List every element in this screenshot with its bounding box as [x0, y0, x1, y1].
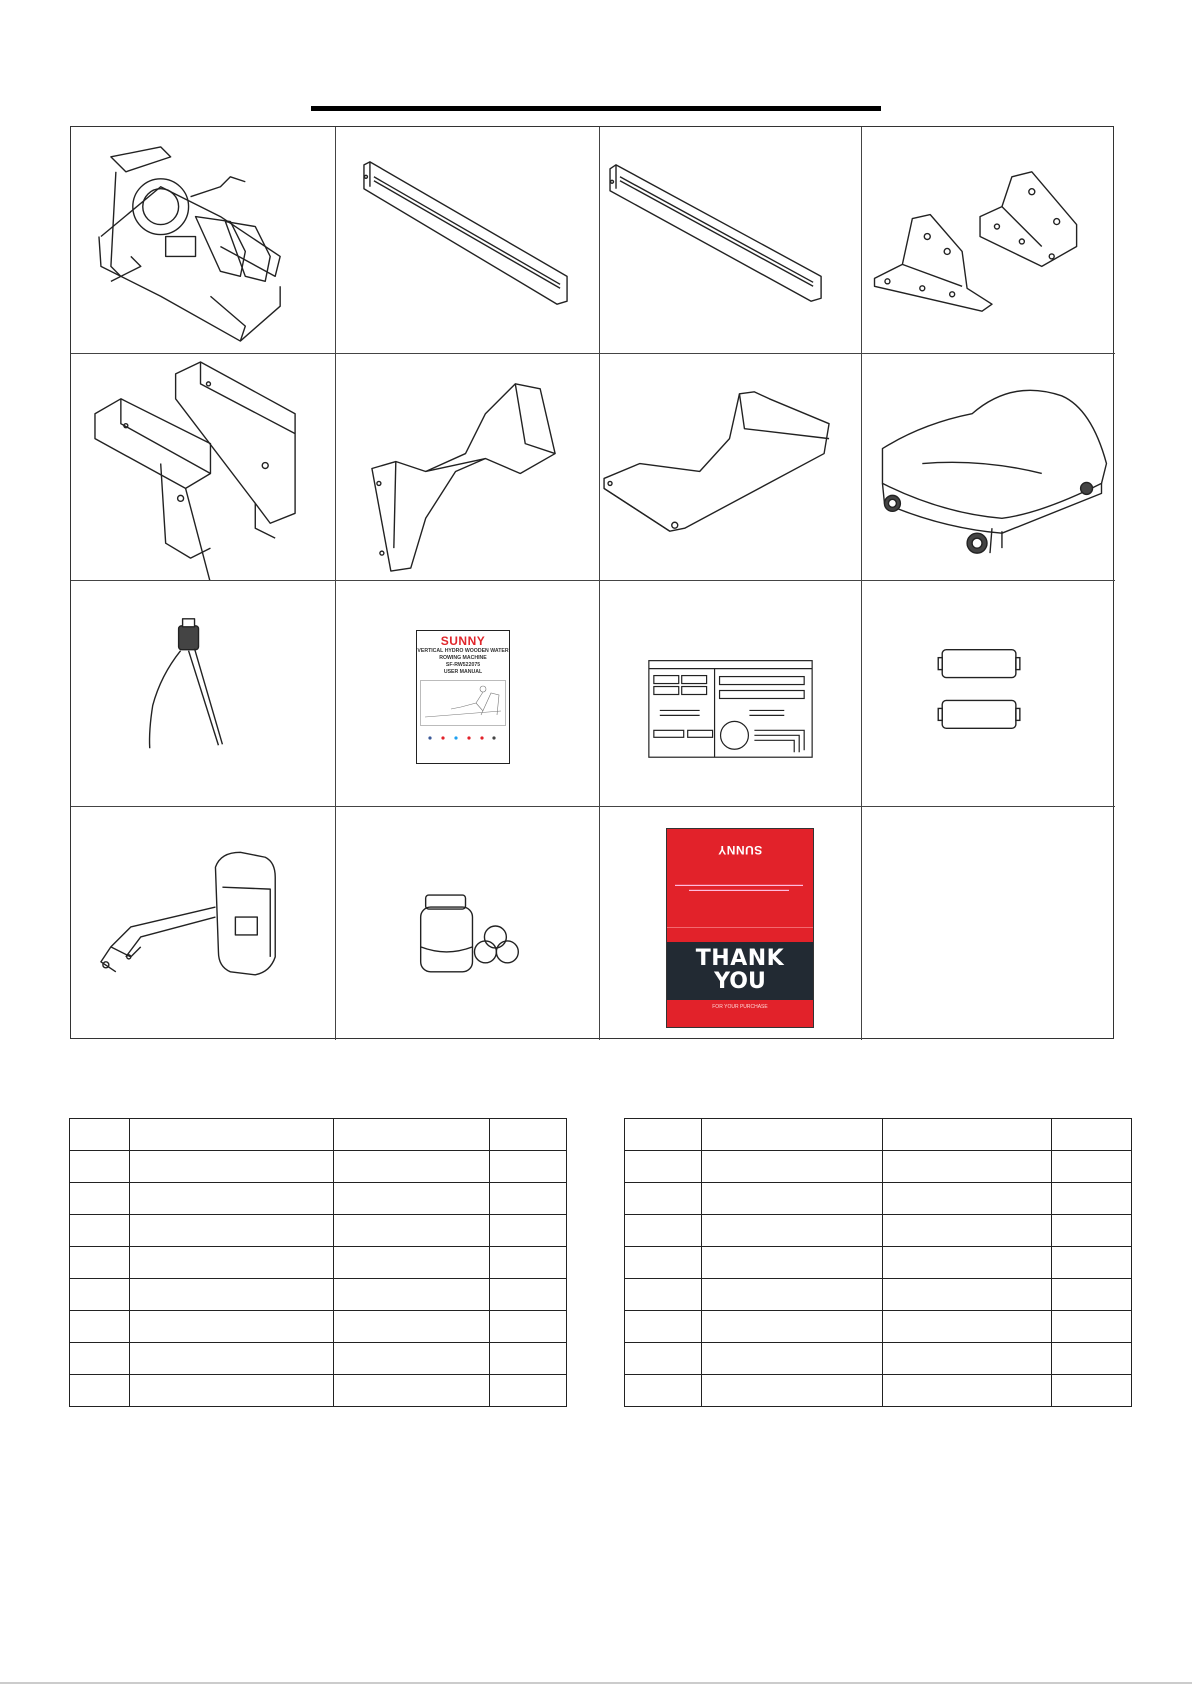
part-cell-sensor-cable: [71, 581, 336, 807]
table-cell: [334, 1279, 490, 1311]
table-cell: [490, 1311, 567, 1343]
table-cell: [625, 1375, 702, 1407]
table-cell: [883, 1183, 1052, 1215]
table-row: [70, 1183, 567, 1215]
table-cell: [883, 1343, 1052, 1375]
table-cell: [129, 1343, 334, 1375]
table-cell: [70, 1375, 130, 1407]
table-cell: [129, 1215, 334, 1247]
table-cell: [70, 1151, 130, 1183]
table-cell: [70, 1183, 130, 1215]
table-cell: [490, 1215, 567, 1247]
table-cell: [625, 1215, 702, 1247]
front-stabilizer-feet-icon: [71, 354, 335, 580]
table-cell: [1052, 1183, 1132, 1215]
table-cell: [625, 1119, 702, 1151]
part-cell-front-feet: [71, 354, 336, 581]
table-cell: [334, 1247, 490, 1279]
card-fine-print: [677, 881, 803, 891]
table-cell: [701, 1183, 883, 1215]
table-cell: [334, 1151, 490, 1183]
part-cell-left-rail: [336, 127, 600, 354]
parts-table-left: [69, 1118, 567, 1407]
table-row: [625, 1215, 1132, 1247]
table-cell: [701, 1311, 883, 1343]
table-row: [625, 1247, 1132, 1279]
manual-subtitle: USER MANUAL: [443, 669, 483, 675]
table-cell: [883, 1215, 1052, 1247]
table-cell: [1052, 1151, 1132, 1183]
table-cell: [490, 1279, 567, 1311]
table-cell: [1052, 1119, 1132, 1151]
table-cell: [883, 1151, 1052, 1183]
table-row: [625, 1183, 1132, 1215]
table-cell: [625, 1183, 702, 1215]
manual-fine-print: [417, 733, 509, 744]
table-row: [70, 1375, 567, 1407]
console-arm-icon: [71, 807, 335, 1040]
table-cell: [129, 1247, 334, 1279]
table-row: [625, 1119, 1132, 1151]
table-cell: [1052, 1343, 1132, 1375]
table-row: [625, 1375, 1132, 1407]
rail-brackets-icon: [862, 127, 1115, 353]
table-row: [70, 1119, 567, 1151]
left-rail-icon: [336, 127, 599, 353]
table-cell: [490, 1183, 567, 1215]
table-cell: [701, 1247, 883, 1279]
part-cell-brackets: [862, 127, 1115, 354]
table-cell: [129, 1151, 334, 1183]
rail-end-cap-icon: [600, 354, 861, 580]
table-cell: [129, 1311, 334, 1343]
table-cell: [625, 1247, 702, 1279]
user-manual-thumbnail: [416, 630, 510, 764]
part-cell-rollers: [862, 581, 1115, 807]
table-cell: [625, 1151, 702, 1183]
card-band: [667, 942, 813, 1000]
table-cell: [490, 1119, 567, 1151]
table-cell: [334, 1343, 490, 1375]
table-row: [70, 1215, 567, 1247]
table-row: [70, 1311, 567, 1343]
table-cell: [1052, 1375, 1132, 1407]
manual-title-line2: ROWING MACHINE: [439, 655, 487, 661]
page-bottom-edge: [0, 1682, 1192, 1684]
table-cell: [883, 1119, 1052, 1151]
table-cell: [334, 1375, 490, 1407]
table-cell: [490, 1247, 567, 1279]
part-cell-right-rail: [600, 127, 862, 354]
part-cell-seat: [862, 354, 1115, 581]
card-thank: THANK: [695, 946, 785, 971]
parts-table-left-body: [70, 1119, 567, 1407]
card-top: [667, 829, 813, 928]
seat-icon: [862, 354, 1115, 580]
table-cell: [1052, 1215, 1132, 1247]
manual-title-line1: VERTICAL HYDRO WOODEN WATER: [417, 648, 509, 654]
table-cell: [701, 1151, 883, 1183]
rollers-icon: [862, 581, 1115, 806]
table-row: [70, 1279, 567, 1311]
table-cell: [625, 1311, 702, 1343]
table-cell: [883, 1279, 1052, 1311]
manual-brand: SUNNY: [440, 634, 486, 648]
parts-table-right: [624, 1118, 1132, 1407]
rower-main-frame-icon: [71, 127, 335, 353]
part-cell-water-treatment: [336, 807, 600, 1040]
table-cell: [1052, 1279, 1132, 1311]
card-brand: SUNNY: [717, 843, 763, 857]
table-cell: [883, 1247, 1052, 1279]
card-you: YOU: [714, 969, 766, 994]
table-cell: [70, 1311, 130, 1343]
table-cell: [701, 1343, 883, 1375]
water-tank-treatment-icon: [336, 807, 599, 1040]
table-cell: [129, 1183, 334, 1215]
hardware-card-icon: [600, 581, 861, 806]
table-cell: [490, 1343, 567, 1375]
sensor-cable-icon: [71, 581, 335, 806]
table-row: [70, 1343, 567, 1375]
part-cell-main-frame: [71, 127, 336, 354]
table-cell: [625, 1279, 702, 1311]
table-cell: [1052, 1311, 1132, 1343]
table-cell: [70, 1247, 130, 1279]
table-cell: [701, 1119, 883, 1151]
part-cell-rear-stabilizer: [336, 354, 600, 581]
table-cell: [701, 1375, 883, 1407]
table-cell: [701, 1279, 883, 1311]
table-cell: [70, 1279, 130, 1311]
table-cell: [70, 1215, 130, 1247]
card-subtext: FOR YOUR PURCHASE: [712, 1004, 768, 1010]
part-cell-hardware-card: [600, 581, 862, 807]
manual-social-icons: [420, 733, 500, 743]
table-cell: [70, 1343, 130, 1375]
table-row: [625, 1311, 1132, 1343]
rear-stabilizer-icon: [336, 354, 599, 580]
parts-table-right-body: [625, 1119, 1132, 1407]
table-row: [625, 1343, 1132, 1375]
manual-model: SF-RW522075: [445, 662, 481, 668]
part-cell-rail-cap: [600, 354, 862, 581]
table-cell: [334, 1311, 490, 1343]
table-row: [70, 1151, 567, 1183]
table-cell: [129, 1119, 334, 1151]
table-cell: [129, 1375, 334, 1407]
parts-grid: [70, 126, 1114, 1039]
table-cell: [883, 1375, 1052, 1407]
table-cell: [490, 1151, 567, 1183]
table-cell: [129, 1279, 334, 1311]
right-rail-icon: [600, 127, 861, 353]
table-cell: [334, 1215, 490, 1247]
rower-illustration-icon: [420, 680, 506, 726]
table-cell: [1052, 1247, 1132, 1279]
table-cell: [625, 1343, 702, 1375]
thank-you-card: [666, 828, 814, 1028]
table-cell: [334, 1119, 490, 1151]
table-row: [70, 1247, 567, 1279]
table-row: [625, 1151, 1132, 1183]
table-cell: [490, 1375, 567, 1407]
title-underline: [311, 106, 881, 111]
table-row: [625, 1279, 1132, 1311]
table-cell: [334, 1183, 490, 1215]
part-cell-console: [71, 807, 336, 1040]
table-cell: [883, 1311, 1052, 1343]
card-fine-print-lines: [675, 883, 803, 891]
table-cell: [70, 1119, 130, 1151]
table-cell: [701, 1215, 883, 1247]
part-cell-empty: [862, 807, 1115, 1040]
